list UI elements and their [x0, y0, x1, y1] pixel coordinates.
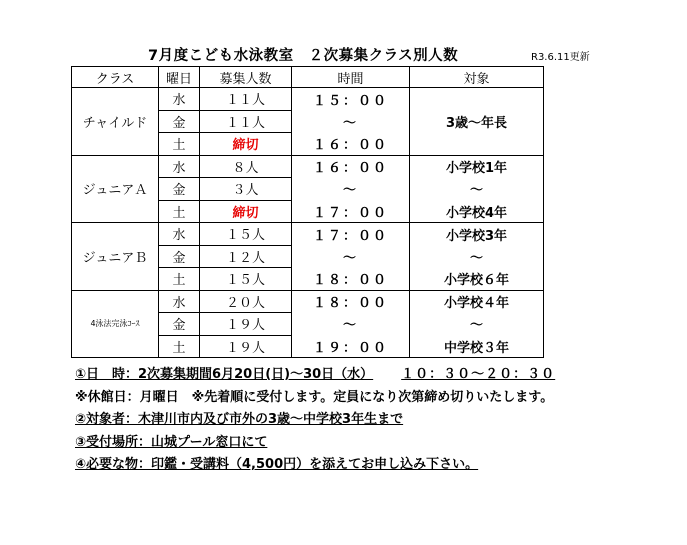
day-cell: 水	[159, 290, 200, 313]
header-day: 曜日	[159, 67, 200, 88]
time-cell: １７：００	[292, 223, 410, 246]
table-row	[72, 155, 544, 178]
note-requirements-text: ④必要な物：印鑑・受講料（4,500円）を添えてお申し込み下さい。	[75, 457, 479, 472]
note-period	[75, 364, 675, 387]
time-cell: １８：００	[292, 268, 410, 291]
class-name: ジュニアＡ	[72, 155, 159, 223]
header-target: 対象	[410, 67, 544, 88]
target-cell: 小学校3年	[410, 223, 544, 246]
target-cell: 中学校３年	[410, 335, 544, 358]
table-row	[72, 88, 544, 111]
header-time: 時間	[292, 67, 410, 88]
note-requirements	[75, 454, 675, 477]
table-row	[72, 290, 544, 313]
class-name: チャイルド	[72, 88, 159, 156]
target-cell	[410, 133, 544, 156]
day-cell: 金	[159, 110, 200, 133]
header-class: クラス	[72, 67, 159, 88]
day-cell: 土	[159, 268, 200, 291]
day-cell: 金	[159, 178, 200, 201]
time-cell: ～	[292, 245, 410, 268]
time-cell: １９：００	[292, 335, 410, 358]
count-cell: １９人	[200, 335, 292, 358]
target-cell: 小学校4年	[410, 200, 544, 223]
time-cell: １６：００	[292, 133, 410, 156]
time-cell: ～	[292, 110, 410, 133]
count-cell: １１人	[200, 110, 292, 133]
count-cell: ２０人	[200, 290, 292, 313]
count-cell: １５人	[200, 268, 292, 291]
target-cell	[410, 88, 544, 111]
day-cell: 土	[159, 200, 200, 223]
target-cell: 小学校６年	[410, 268, 544, 291]
count-cell: １２人	[200, 245, 292, 268]
table-row	[72, 223, 544, 246]
time-cell: １７：００	[292, 200, 410, 223]
page-title: 7月度こども水泳教室 ２次募集クラス別人数	[148, 48, 459, 64]
revision-date: R3.6.11更新	[531, 52, 590, 63]
time-cell: ～	[292, 313, 410, 336]
count-cell: １１人	[200, 88, 292, 111]
class-name: 4泳法完泳ｺｰｽ	[72, 290, 159, 358]
header-count: 募集人数	[200, 67, 292, 88]
day-cell: 土	[159, 133, 200, 156]
day-cell: 金	[159, 245, 200, 268]
count-cell-closed: 締切	[200, 200, 292, 223]
note-period-hours: １０：３０～２０：３０	[401, 367, 556, 382]
schedule-table	[71, 66, 544, 358]
header-row	[72, 67, 544, 88]
target-cell: 小学校４年	[410, 290, 544, 313]
time-cell: １５：００	[292, 88, 410, 111]
day-cell: 水	[159, 88, 200, 111]
note-eligibility-text: ②対象者：木津川市内及び市外の3歳～中学校3年生まで	[75, 412, 404, 427]
day-cell: 金	[159, 313, 200, 336]
target-cell: 3歳～年長	[410, 110, 544, 133]
time-cell: ～	[292, 178, 410, 201]
time-cell: １８：００	[292, 290, 410, 313]
count-cell: １５人	[200, 223, 292, 246]
target-cell: ～	[410, 178, 544, 201]
count-cell-closed: 締切	[200, 133, 292, 156]
day-cell: 水	[159, 155, 200, 178]
time-cell: １６：００	[292, 155, 410, 178]
day-cell: 土	[159, 335, 200, 358]
count-cell: １９人	[200, 313, 292, 336]
class-name: ジュニアＢ	[72, 223, 159, 291]
note-closed-day: ※休館日：月曜日 ※先着順に受付します。定員になり次第締め切りいたします。	[75, 389, 554, 405]
note-eligibility	[75, 409, 675, 432]
target-cell: ～	[410, 313, 544, 336]
target-cell: ～	[410, 245, 544, 268]
count-cell: ３人	[200, 178, 292, 201]
count-cell: ８人	[200, 155, 292, 178]
notes-section	[75, 364, 675, 477]
target-cell: 小学校1年	[410, 155, 544, 178]
note-reception-text: ③受付場所：山城プール窓口にて	[75, 434, 268, 450]
note-period-dates: ①日 時：2次募集期間6月20日(日)～30日（水）	[75, 367, 374, 382]
note-reception	[75, 432, 675, 455]
day-cell: 水	[159, 223, 200, 246]
